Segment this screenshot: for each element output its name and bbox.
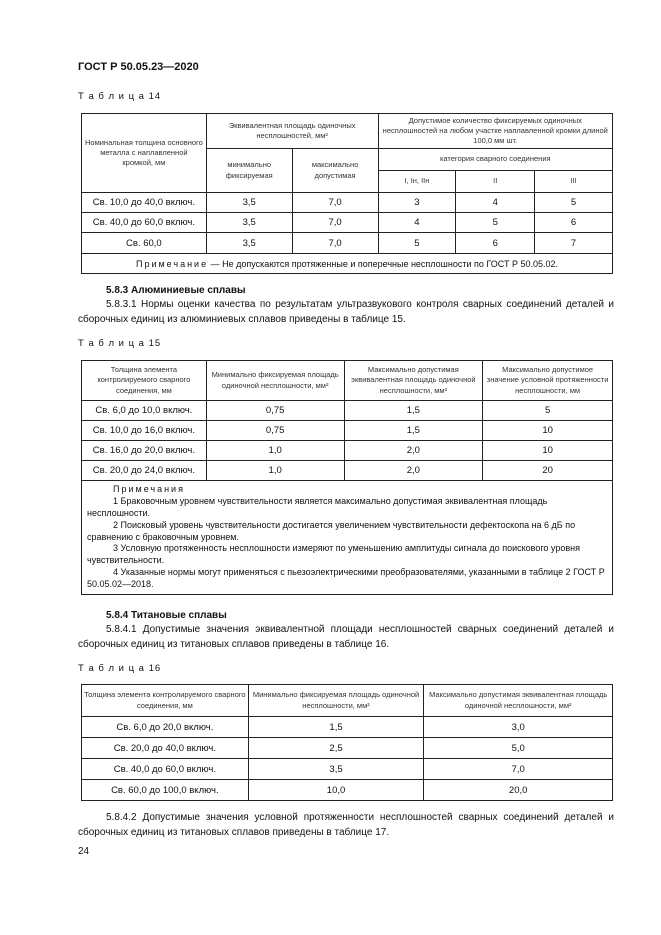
cell: 3,5 xyxy=(206,233,292,254)
cell: 5,0 xyxy=(424,738,613,759)
cell: 1,0 xyxy=(206,441,344,461)
paragraph-5-8-4-1 xyxy=(78,622,614,652)
header-cat-3: III xyxy=(535,171,613,193)
section-5-8-3-title: 5.8.3 Алюминиевые сплавы xyxy=(106,285,246,296)
cell: Св. 6,0 до 10,0 включ. xyxy=(82,401,207,421)
paragraph-5-8-4-2 xyxy=(78,810,614,840)
note-item: 4 Указанные нормы могут применяться с пьезоэлектрическими преобразователями, указанными в таблице 2 ГОСТ Р 50.05.02—2018. xyxy=(87,567,605,589)
note-text: — Не допускаются протяженные и поперечные несплошности по ГОСТ Р 50.05.02. xyxy=(208,258,558,269)
cell: 0,75 xyxy=(206,421,344,441)
table-row xyxy=(82,738,613,759)
cell: 7,0 xyxy=(292,193,378,213)
cell: 3,5 xyxy=(206,193,292,213)
table-row xyxy=(82,780,613,801)
paragraph-5-8-3-1 xyxy=(78,297,614,327)
cell: 2,0 xyxy=(344,441,483,461)
cell: 5 xyxy=(456,213,535,233)
cell: Св. 10,0 до 40,0 включ. xyxy=(82,193,207,213)
cell: 1,5 xyxy=(344,401,483,421)
cell: 5 xyxy=(483,401,613,421)
cell: 3,0 xyxy=(424,717,613,738)
cell: 1,5 xyxy=(344,421,483,441)
document-header: ГОСТ Р 50.05.23—2020 xyxy=(78,61,199,73)
cell: 20 xyxy=(483,461,613,481)
paragraph-text: 5.8.3.1 Нормы оценки качества по результатам ультразвукового контроля сварных соединений деталей и сборочных единиц из алюминиевых сплавов приведены в таблице 15. xyxy=(78,299,614,325)
cell: 2,0 xyxy=(344,461,483,481)
cell: 5 xyxy=(535,193,613,213)
header-cell: Максимально допустимая эквивалентная площадь одиночной несплошности, мм² xyxy=(424,685,613,717)
note-item: 2 Поисковый уровень чувствительности достигается увеличением чувствительности дефектоскопа на 6 дБ по сравнению с браковочным уровнем. xyxy=(87,519,576,542)
cell: Св. 60,0 до 100,0 включ. xyxy=(82,780,249,801)
cell: 3 xyxy=(378,193,456,213)
cell: Св. 6,0 до 20,0 включ. xyxy=(82,717,249,738)
note-item: 1 Браковочным уровнем чувствительности является максимально допустимая эквивалентная площадь несплошности. xyxy=(87,495,548,518)
table-15 xyxy=(81,360,613,595)
cell: 6 xyxy=(456,233,535,254)
header-max: максимально допустимая xyxy=(292,149,378,193)
paragraph-text: 5.8.4.2 Допустимые значения условной протяженности несплошностей сварных соединений деталей и сборочных единиц из титановых сплавов приведены в таблице 17. xyxy=(78,812,614,838)
table-row xyxy=(82,213,613,233)
table-row xyxy=(82,421,613,441)
section-5-8-4-title: 5.8.4 Титановые сплавы xyxy=(106,610,227,621)
cell: 2,5 xyxy=(248,738,424,759)
header-count: Допустимое количество фиксируемых одиночных несплошностей на любом участке наплавленной кромки длиной 100,0 мм шт. xyxy=(378,114,612,149)
header-cell: Минимально фиксируемая площадь одиночной несплошности, мм² xyxy=(248,685,424,717)
table-row xyxy=(82,759,613,780)
cell: Св. 40,0 до 60,0 включ. xyxy=(82,759,249,780)
cell: 1,5 xyxy=(248,717,424,738)
cell: 7,0 xyxy=(292,233,378,254)
table-row xyxy=(82,233,613,254)
cell: Св. 20,0 до 40,0 включ. xyxy=(82,738,249,759)
header-cell: Минимально фиксируемая площадь одиночной несплошности, мм² xyxy=(206,361,344,401)
header-area: Эквивалентная площадь одиночных несплошностей, мм² xyxy=(206,114,378,149)
cell: 10 xyxy=(483,441,613,461)
table-14 xyxy=(81,113,613,274)
cell: 7,0 xyxy=(424,759,613,780)
notes-label: Примечания xyxy=(113,484,185,494)
table-15-caption: Т а б л и ц а 15 xyxy=(78,338,162,349)
cell: Св. 60,0 xyxy=(82,233,207,254)
table-row xyxy=(82,441,613,461)
cell: 7,0 xyxy=(292,213,378,233)
header-cell: Максимально допустимое значение условной протяженности несплошности, мм xyxy=(483,361,613,401)
header-cat-2: II xyxy=(456,171,535,193)
table-15-notes xyxy=(82,481,613,595)
header-thickness: Номинальная толщина основного металла с наплавленной кромкой, мм xyxy=(82,114,207,193)
cell: 10 xyxy=(483,421,613,441)
header-cat-1: I, Iн, IIн xyxy=(378,171,456,193)
cell: 3,5 xyxy=(248,759,424,780)
header-min: минимально фиксируемая xyxy=(206,149,292,193)
header-cell: Толщина элемента контролируемого сварного соединения, мм xyxy=(82,361,207,401)
table-14-caption: Т а б л и ц а 14 xyxy=(78,91,162,102)
page-number: 24 xyxy=(78,846,90,857)
table-row xyxy=(82,461,613,481)
paragraph-text: 5.8.4.1 Допустимые значения эквивалентной площади несплошностей сварных соединений деталей и сборочных единиц из титановых сплавов приведены в таблице 16. xyxy=(78,624,614,650)
header-category: категория сварного соединения xyxy=(378,149,612,171)
cell: Св. 40,0 до 60,0 включ. xyxy=(82,213,207,233)
note-label: Примечание xyxy=(135,258,209,269)
header-cell: Толщина элемента контролируемого сварного соединения, мм xyxy=(82,685,249,717)
note-item: 3 Условную протяженность несплошности измеряют по уменьшению амплитуды сигнала до поискового уровня чувствительности. xyxy=(87,543,580,566)
cell: 0,75 xyxy=(206,401,344,421)
table-row xyxy=(82,193,613,213)
header-cell: Максимально допустимая эквивалентная площадь одиночной несплошности, мм² xyxy=(344,361,483,401)
cell: 3,5 xyxy=(206,213,292,233)
cell: 20,0 xyxy=(424,780,613,801)
cell: 4 xyxy=(378,213,456,233)
table-row xyxy=(82,717,613,738)
cell: 4 xyxy=(456,193,535,213)
table-14-note xyxy=(82,254,613,274)
cell: Св. 20,0 до 24,0 включ. xyxy=(82,461,207,481)
cell: Св. 10,0 до 16,0 включ. xyxy=(82,421,207,441)
table-16 xyxy=(81,684,613,801)
cell: 5 xyxy=(378,233,456,254)
cell: 10,0 xyxy=(248,780,424,801)
cell: Св. 16,0 до 20,0 включ. xyxy=(82,441,207,461)
cell: 7 xyxy=(535,233,613,254)
table-16-caption: Т а б л и ц а 16 xyxy=(78,663,162,674)
table-row xyxy=(82,401,613,421)
cell: 1,0 xyxy=(206,461,344,481)
cell: 6 xyxy=(535,213,613,233)
